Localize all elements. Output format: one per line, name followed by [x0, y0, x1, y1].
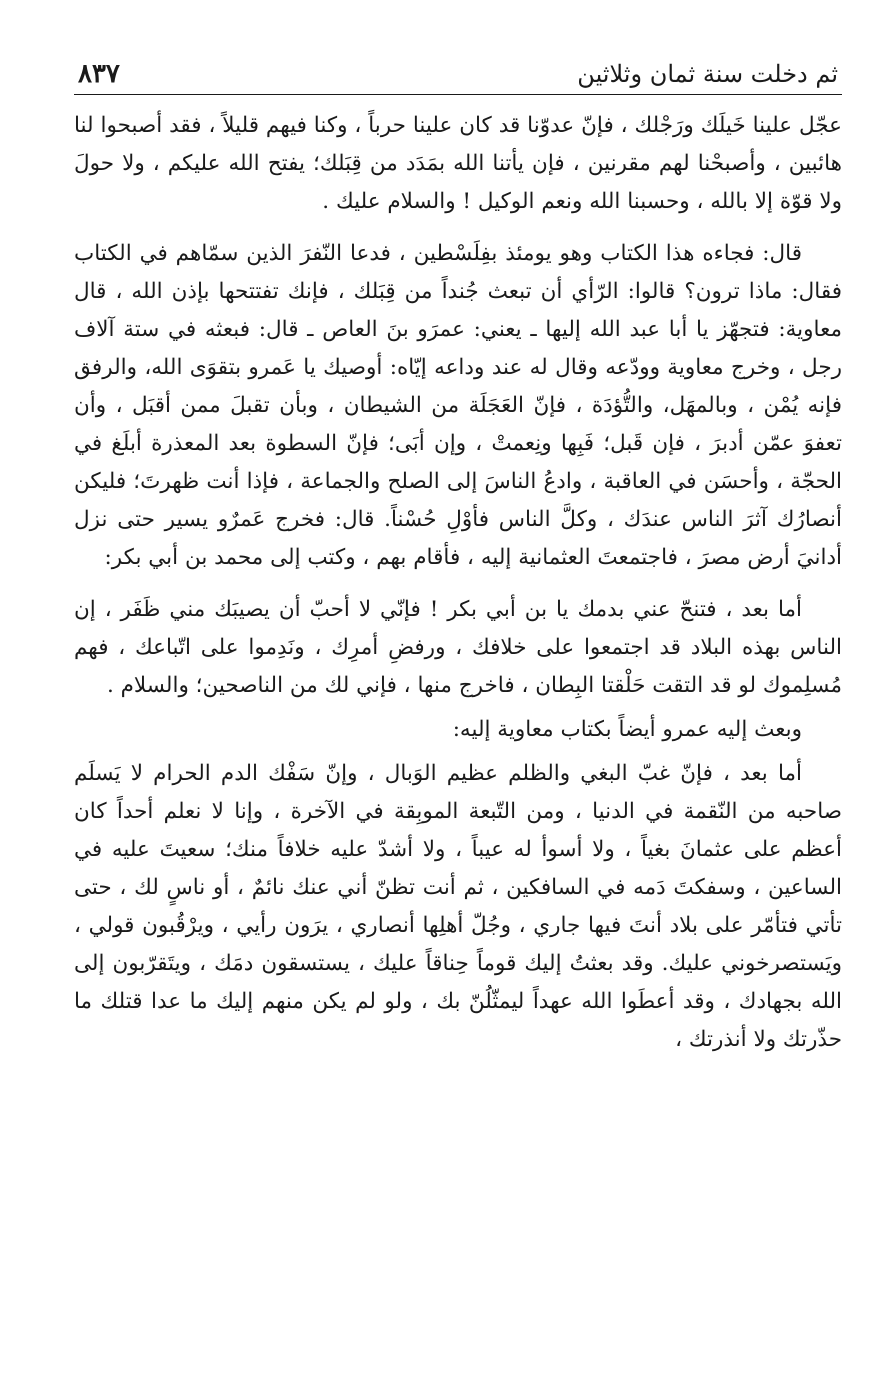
running-title: ثم دخلت سنة ثمان وثلاثين [577, 60, 838, 88]
paragraph-transition: وبعث إليه عمرو أيضاً بكتاب معاوية إليه: [452, 717, 802, 742]
running-head [74, 52, 842, 95]
page-number: ٨٣٧ [78, 59, 120, 89]
paragraph-letter-end: عجّل علينا خَيلَك ورَجْلك ، فإنّ عدوّنا قد كان علينا حرباً ، وكنا فيهم قليلاً ، فقد أصبحوا لنا هائبين ، وأصبحْنا لهم مقرنين ، فإن يأتنا الله بمَدَد من قِبَلك؛ يفتح الله عليكم ، ولا حولَ ولا قوّة إلا بالله ، وحسبنا الله ونعم الوكيل ! والسلام عليك . [74, 113, 843, 214]
paragraph-muawiya-letter: أما بعد ، فإنّ غبّ البغي والظلم عظيم الوَبال ، وإنّ سَفْك الدم الحرام لا يَسلَم صاحبه من النّقمة في الدنيا ، ومن التّبعة الموبِقة في الآخرة ، وإنا لا نعلم أحداً كان أعظم على عثمانَ بغياً ، ولا أسوأ له عيباً ، ولا أشدّ عليه خلافاً منك؛ سعيتَ عليه في الساعين ، وسفكتَ دَمه في السافكين ، ثم أنت تظنّ أني عنك نائمٌ ، أو ناسٍ لك ، حتى تأتي فتأمّر على بلاد أنتَ فيها جاري ، وجُلّ أهلِها أنصاري ، يرَون رأيي ، ويرْقُبون قولي ، ويَستصرخوني عليك. وقد بعثتُ إليك قوماً حِناقاً عليك ، يستسقون دمَك ، ويتَقرّبون إلى الله بجهادك ، وقد أعطَوا الله عهداً ليمثّلُنّ بك ، ولو لم يكن منهم إليك ما عدا قتلك ما حذّرتك ولا أنذرتك ، [74, 761, 842, 1052]
page-body [74, 107, 842, 1059]
book-page [74, 52, 842, 1352]
paragraph-amr-letter: أما بعد ، فتنحّ عني بدمك يا بن أبي بكر ! فإنّي لا أحبّ أن يصيبَك مني ظَفَر ، إن الناس بهذه البلاد قد اجتمعوا على خلافك ، ورفضِ أمرِك ، ونَدِموا على اتّباعك ، فهم مُسلِموك لو قد التقت حَلْقتا البِطان ، فاخرج منها ، فإني لك من الناصحين؛ والسلام . [74, 597, 842, 698]
paragraph-narrative: قال: فجاءه هذا الكتاب وهو يومئذ بفِلَسْطين ، فدعا النّفرَ الذين سمّاهم في الكتاب فقال: ماذا ترون؟ قالوا: الرّأي أن تبعث جُنداً من قِبَلك ، فإنك تفتتحها بإذن الله ، قال معاوية: فتجهّز يا أبا عبد الله إليها ـ يعني: عمرَو بنَ العاص ـ قال: فبعثه في ستة آلاف رجل ، وخرج معاوية وودّعه وقال له عند وداعه إيّاه: أوصيك يا عَمرو بتقوَى الله، والرفق فإنه يُمْن ، وبالمهَل، والتُّؤدَة ، فإنّ العَجَلَة من الشيطان ، وبأن تقبلَ ممن أقبَل ، وأن تعفوَ عمّن أدبرَ ، فإن قَبل؛ فَبِها ونِعمتْ ، وإن أبَى؛ فإنّ السطوة بعد المعذرة أبلَغ في الحجّة ، وأحسَن في العاقبة ، وادعُ الناسَ إلى الصلح والجماعة ، فإذا أنت ظهرتَ؛ فليكن أنصارُك آثرَ الناس عندَك ، وكلَّ الناس فأوْلِ حُسْناً. قال: فخرج عَمرٌو يسير حتى نزل أدانيَ أرض مصرَ ، فاجتمعتَ العثمانية إليه ، فأقام بهم ، وكتب إلى محمد بن أبي بكر: [74, 241, 842, 570]
